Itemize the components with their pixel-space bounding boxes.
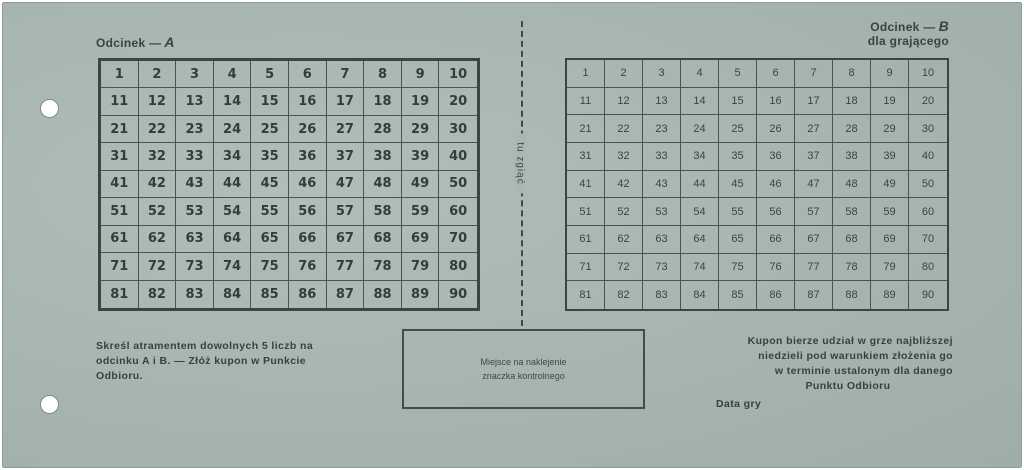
grid-a-number-cell[interactable]: 81: [101, 281, 139, 308]
grid-a-number-cell[interactable]: 57: [327, 198, 365, 225]
instructions-left-line: Odbioru.: [96, 370, 143, 382]
grid-a-number-cell[interactable]: 43: [176, 171, 214, 198]
grid-b-number-cell[interactable]: 87: [795, 281, 833, 309]
punch-hole: [40, 99, 59, 118]
grid-a-number-cell[interactable]: 25: [251, 116, 289, 143]
grid-b-number-cell[interactable]: 83: [643, 281, 681, 309]
grid-b-number-cell[interactable]: 55: [719, 198, 757, 226]
grid-a-number-cell[interactable]: 82: [139, 281, 177, 308]
grid-b-number-cell[interactable]: 67: [795, 226, 833, 254]
control-stamp-box: [402, 329, 645, 409]
grid-a-number-cell[interactable]: 38: [364, 143, 402, 170]
grid-b-number-cell[interactable]: 47: [795, 171, 833, 199]
grid-a-number-cell[interactable]: 68: [364, 226, 402, 253]
grid-a-number-cell[interactable]: 30: [439, 116, 477, 143]
grid-a-number-cell[interactable]: 51: [101, 198, 139, 225]
grid-b-number-cell[interactable]: 34: [681, 143, 719, 171]
grid-b-number-cell[interactable]: 66: [757, 226, 795, 254]
grid-a-number-cell[interactable]: 5: [251, 61, 289, 88]
grid-b-number-cell[interactable]: 51: [567, 198, 605, 226]
grid-b-number-cell[interactable]: 32: [605, 143, 643, 171]
grid-a-number-cell[interactable]: 13: [176, 88, 214, 115]
grid-b-number-cell[interactable]: 48: [833, 171, 871, 199]
grid-a-number-cell[interactable]: 60: [439, 198, 477, 225]
grid-a-number-cell[interactable]: 17: [327, 88, 365, 115]
grid-b-number-cell[interactable]: 77: [795, 254, 833, 282]
grid-b-number-cell[interactable]: 82: [605, 281, 643, 309]
grid-a-number-cell[interactable]: 32: [139, 143, 177, 170]
grid-b-number-cell[interactable]: 43: [643, 171, 681, 199]
grid-b-number-cell[interactable]: 56: [757, 198, 795, 226]
grid-a-number-cell[interactable]: 75: [251, 253, 289, 280]
grid-a-number-cell[interactable]: 20: [439, 88, 477, 115]
grid-b-number-cell[interactable]: 41: [567, 171, 605, 199]
instructions-right-line: w terminie ustalonym dla danego: [774, 365, 953, 377]
grid-a-number-cell[interactable]: 23: [176, 116, 214, 143]
grid-a-number-cell[interactable]: 55: [251, 198, 289, 225]
grid-a-number-cell[interactable]: 87: [327, 281, 365, 308]
grid-b-number-cell[interactable]: 15: [719, 88, 757, 116]
grid-b-number-cell[interactable]: 20: [909, 88, 947, 116]
instructions-right-line: Kupon bierze udział w grze najbliższej: [747, 335, 953, 347]
grid-b-number-cell[interactable]: 84: [681, 281, 719, 309]
instructions-right: [703, 334, 953, 394]
instructions-left-line: Skreśl atramentem dowolnych 5 liczb na: [96, 340, 314, 352]
grid-b-number-cell[interactable]: 88: [833, 281, 871, 309]
grid-b-number-cell[interactable]: 3: [643, 60, 681, 88]
grid-a-number-cell[interactable]: 52: [139, 198, 177, 225]
grid-b-number-cell[interactable]: 75: [719, 254, 757, 282]
grid-a-number-cell[interactable]: 79: [402, 253, 440, 280]
grid-b-number-cell[interactable]: 44: [681, 171, 719, 199]
grid-a-number-cell[interactable]: 89: [402, 281, 440, 308]
grid-a-number-cell[interactable]: 26: [289, 116, 327, 143]
grid-a-number-cell[interactable]: 61: [101, 226, 139, 253]
grid-a-number-cell[interactable]: 67: [327, 226, 365, 253]
section-b-label-text: Odcinek —: [870, 20, 936, 34]
grid-b-number-cell[interactable]: 80: [909, 254, 947, 282]
grid-b-number-cell[interactable]: 46: [757, 171, 795, 199]
grid-a-number-cell[interactable]: 6: [289, 61, 327, 88]
grid-a-number-cell[interactable]: 44: [214, 171, 252, 198]
grid-a-number-cell[interactable]: 19: [402, 88, 440, 115]
grid-a-number-cell[interactable]: 16: [289, 88, 327, 115]
game-date-label: Data gry: [716, 398, 762, 410]
grid-b-number-cell[interactable]: 79: [871, 254, 909, 282]
grid-a-number-cell[interactable]: 12: [139, 88, 177, 115]
grid-b-number-cell[interactable]: 31: [567, 143, 605, 171]
grid-a-number-cell[interactable]: 34: [214, 143, 252, 170]
grid-b-number-cell[interactable]: 49: [871, 171, 909, 199]
grid-a-number-cell[interactable]: 7: [327, 61, 365, 88]
grid-b-number-cell[interactable]: 54: [681, 198, 719, 226]
section-b-label: [803, 19, 949, 48]
grid-b-number-cell[interactable]: 2: [605, 60, 643, 88]
grid-a-number-cell[interactable]: 50: [439, 171, 477, 198]
section-a-label-text: Odcinek —: [96, 36, 162, 50]
grid-a-number-cell[interactable]: 3: [176, 61, 214, 88]
grid-a-number-cell[interactable]: 70: [439, 226, 477, 253]
grid-b-number-cell[interactable]: 86: [757, 281, 795, 309]
grid-a-number-cell[interactable]: 59: [402, 198, 440, 225]
number-grid-a: [98, 58, 480, 311]
grid-b-number-cell[interactable]: 11: [567, 88, 605, 116]
grid-a-number-cell[interactable]: 47: [327, 171, 365, 198]
grid-b-number-cell[interactable]: 18: [833, 88, 871, 116]
instructions-left: [96, 339, 366, 384]
grid-b-number-cell[interactable]: 37: [795, 143, 833, 171]
grid-a-number-cell[interactable]: 22: [139, 116, 177, 143]
grid-b-number-cell[interactable]: 21: [567, 115, 605, 143]
grid-b-number-cell[interactable]: 22: [605, 115, 643, 143]
section-b-mark: B: [938, 18, 949, 34]
grid-a-number-cell[interactable]: 71: [101, 253, 139, 280]
grid-a-number-cell[interactable]: 66: [289, 226, 327, 253]
grid-a-number-cell[interactable]: 49: [402, 171, 440, 198]
grid-a-number-cell[interactable]: 46: [289, 171, 327, 198]
grid-a-number-cell[interactable]: 88: [364, 281, 402, 308]
grid-a-number-cell[interactable]: 65: [251, 226, 289, 253]
grid-a-number-cell[interactable]: 36: [289, 143, 327, 170]
grid-a-number-cell[interactable]: 74: [214, 253, 252, 280]
grid-b-number-cell[interactable]: 58: [833, 198, 871, 226]
grid-b-number-cell[interactable]: 5: [719, 60, 757, 88]
grid-a-number-cell[interactable]: 33: [176, 143, 214, 170]
grid-b-number-cell[interactable]: 6: [757, 60, 795, 88]
grid-a-number-cell[interactable]: 11: [101, 88, 139, 115]
grid-a-number-cell[interactable]: 69: [402, 226, 440, 253]
grid-b-number-cell[interactable]: 64: [681, 226, 719, 254]
grid-a-number-cell[interactable]: 56: [289, 198, 327, 225]
grid-a-number-cell[interactable]: 18: [364, 88, 402, 115]
lottery-coupon: [2, 2, 1022, 468]
grid-a-number-cell[interactable]: 2: [139, 61, 177, 88]
grid-a-number-cell[interactable]: 29: [402, 116, 440, 143]
grid-b-number-cell[interactable]: 42: [605, 171, 643, 199]
instructions-right-line: niedzieli pod warunkiem złożenia go: [758, 350, 953, 362]
grid-a-number-cell[interactable]: 35: [251, 143, 289, 170]
grid-a-number-cell[interactable]: 72: [139, 253, 177, 280]
grid-a-number-cell[interactable]: 73: [176, 253, 214, 280]
grid-a-number-cell[interactable]: 4: [214, 61, 252, 88]
grid-b-number-cell[interactable]: 7: [795, 60, 833, 88]
grid-b-number-cell[interactable]: 27: [795, 115, 833, 143]
grid-b-number-cell[interactable]: 61: [567, 226, 605, 254]
grid-a-number-cell[interactable]: 62: [139, 226, 177, 253]
grid-b-number-cell[interactable]: 90: [921, 289, 935, 302]
grid-b-number-cell[interactable]: 52: [605, 198, 643, 226]
grid-b-number-cell[interactable]: 71: [567, 254, 605, 282]
fold-instruction: tu zgiąć: [515, 134, 526, 194]
grid-a-number-cell[interactable]: 53: [176, 198, 214, 225]
grid-b-number-cell[interactable]: 19: [871, 88, 909, 116]
grid-b-number-cell[interactable]: 25: [719, 115, 757, 143]
grid-a-number-cell[interactable]: 1: [101, 61, 139, 88]
grid-b-number-cell[interactable]: 17: [795, 88, 833, 116]
grid-b-number-cell[interactable]: 24: [681, 115, 719, 143]
grid-b-number-cell[interactable]: 69: [871, 226, 909, 254]
grid-b-number-cell[interactable]: 1: [567, 60, 605, 88]
grid-a-number-cell[interactable]: 77: [327, 253, 365, 280]
stamp-box-line: znaczka kontrolnego: [482, 371, 565, 381]
grid-a-number-cell[interactable]: 8: [364, 61, 402, 88]
grid-a-number-cell[interactable]: 40: [439, 143, 477, 170]
grid-b-number-cell[interactable]: 29: [871, 115, 909, 143]
grid-a-number-cell[interactable]: 24: [214, 116, 252, 143]
grid-b-number-cell[interactable]: 60: [909, 198, 947, 226]
grid-b-number-cell[interactable]: 85: [719, 281, 757, 309]
grid-a-number-cell[interactable]: 63: [176, 226, 214, 253]
grid-b-number-cell[interactable]: 72: [605, 254, 643, 282]
grid-b-number-cell[interactable]: 33: [643, 143, 681, 171]
grid-b-number-cell[interactable]: 16: [757, 88, 795, 116]
grid-b-number-cell[interactable]: 74: [681, 254, 719, 282]
grid-b-number-cell[interactable]: 4: [681, 60, 719, 88]
grid-a-number-cell[interactable]: 85: [251, 281, 289, 308]
grid-a-number-cell[interactable]: 90: [449, 286, 468, 302]
grid-a-number-cell[interactable]: 48: [364, 171, 402, 198]
grid-a-number-cell[interactable]: 54: [214, 198, 252, 225]
grid-b-number-cell[interactable]: 39: [871, 143, 909, 171]
grid-a-number-cell[interactable]: 14: [214, 88, 252, 115]
grid-a-number-cell[interactable]: 28: [364, 116, 402, 143]
grid-b-number-cell[interactable]: 50: [909, 171, 947, 199]
section-a-mark: A: [164, 34, 175, 50]
grid-b-number-cell[interactable]: 28: [833, 115, 871, 143]
instructions-right-line: Punktu Odbioru: [805, 380, 891, 392]
grid-b-number-cell[interactable]: 45: [719, 171, 757, 199]
grid-b-number-cell[interactable]: 8: [833, 60, 871, 88]
grid-a-number-cell[interactable]: 76: [289, 253, 327, 280]
number-grid-b: [565, 58, 949, 311]
grid-a-number-cell[interactable]: 42: [139, 171, 177, 198]
grid-a-number-cell[interactable]: 45: [251, 171, 289, 198]
grid-b-number-cell[interactable]: 53: [643, 198, 681, 226]
grid-b-number-cell[interactable]: 40: [909, 143, 947, 171]
grid-a-number-cell[interactable]: 37: [327, 143, 365, 170]
grid-a-number-cell[interactable]: 10: [439, 61, 477, 88]
grid-b-number-cell[interactable]: 57: [795, 198, 833, 226]
grid-b-number-cell[interactable]: 35: [719, 143, 757, 171]
grid-b-number-cell[interactable]: 89: [871, 281, 909, 309]
grid-a-number-cell[interactable]: 21: [101, 116, 139, 143]
grid-b-number-cell[interactable]: 62: [605, 226, 643, 254]
grid-b-number-cell[interactable]: 36: [757, 143, 795, 171]
grid-b-number-cell[interactable]: 23: [643, 115, 681, 143]
grid-b-number-cell[interactable]: 10: [909, 60, 947, 88]
grid-b-number-cell[interactable]: 26: [757, 115, 795, 143]
grid-a-number-cell[interactable]: 9: [402, 61, 440, 88]
instructions-left-line: odcinku A i B. — Złóż kupon w Punkcie: [96, 355, 307, 367]
grid-a-number-cell[interactable]: 31: [101, 143, 139, 170]
grid-b-number-cell[interactable]: 59: [871, 198, 909, 226]
grid-b-number-cell[interactable]: 78: [833, 254, 871, 282]
section-a-label: [96, 34, 175, 50]
grid-a-number-cell[interactable]: 41: [101, 171, 139, 198]
grid-a-number-cell[interactable]: 27: [327, 116, 365, 143]
grid-b-number-cell[interactable]: 12: [605, 88, 643, 116]
grid-b-number-cell[interactable]: 68: [833, 226, 871, 254]
grid-b-number-cell[interactable]: 38: [833, 143, 871, 171]
grid-b-number-cell[interactable]: 73: [643, 254, 681, 282]
grid-b-number-cell[interactable]: 76: [757, 254, 795, 282]
stamp-box-line: Miejsce na naklejenie: [480, 357, 567, 367]
grid-b-number-cell[interactable]: 63: [643, 226, 681, 254]
grid-a-number-cell[interactable]: 83: [176, 281, 214, 308]
section-b-sublabel: dla grającego: [867, 34, 949, 48]
grid-a-number-cell[interactable]: 58: [364, 198, 402, 225]
grid-a-number-cell[interactable]: 80: [439, 253, 477, 280]
grid-b-number-cell[interactable]: 30: [909, 115, 947, 143]
grid-b-number-cell[interactable]: 65: [719, 226, 757, 254]
grid-b-number-cell[interactable]: 14: [681, 88, 719, 116]
grid-b-number-cell[interactable]: 81: [567, 281, 605, 309]
grid-b-number-cell[interactable]: 9: [871, 60, 909, 88]
grid-a-number-cell[interactable]: 39: [402, 143, 440, 170]
punch-hole: [40, 395, 59, 414]
grid-a-number-cell[interactable]: 84: [214, 281, 252, 308]
grid-a-number-cell[interactable]: 86: [289, 281, 327, 308]
grid-a-number-cell[interactable]: 78: [364, 253, 402, 280]
grid-a-number-cell[interactable]: 64: [214, 226, 252, 253]
grid-b-number-cell[interactable]: 70: [909, 226, 947, 254]
grid-a-number-cell[interactable]: 15: [251, 88, 289, 115]
grid-b-number-cell[interactable]: 13: [643, 88, 681, 116]
